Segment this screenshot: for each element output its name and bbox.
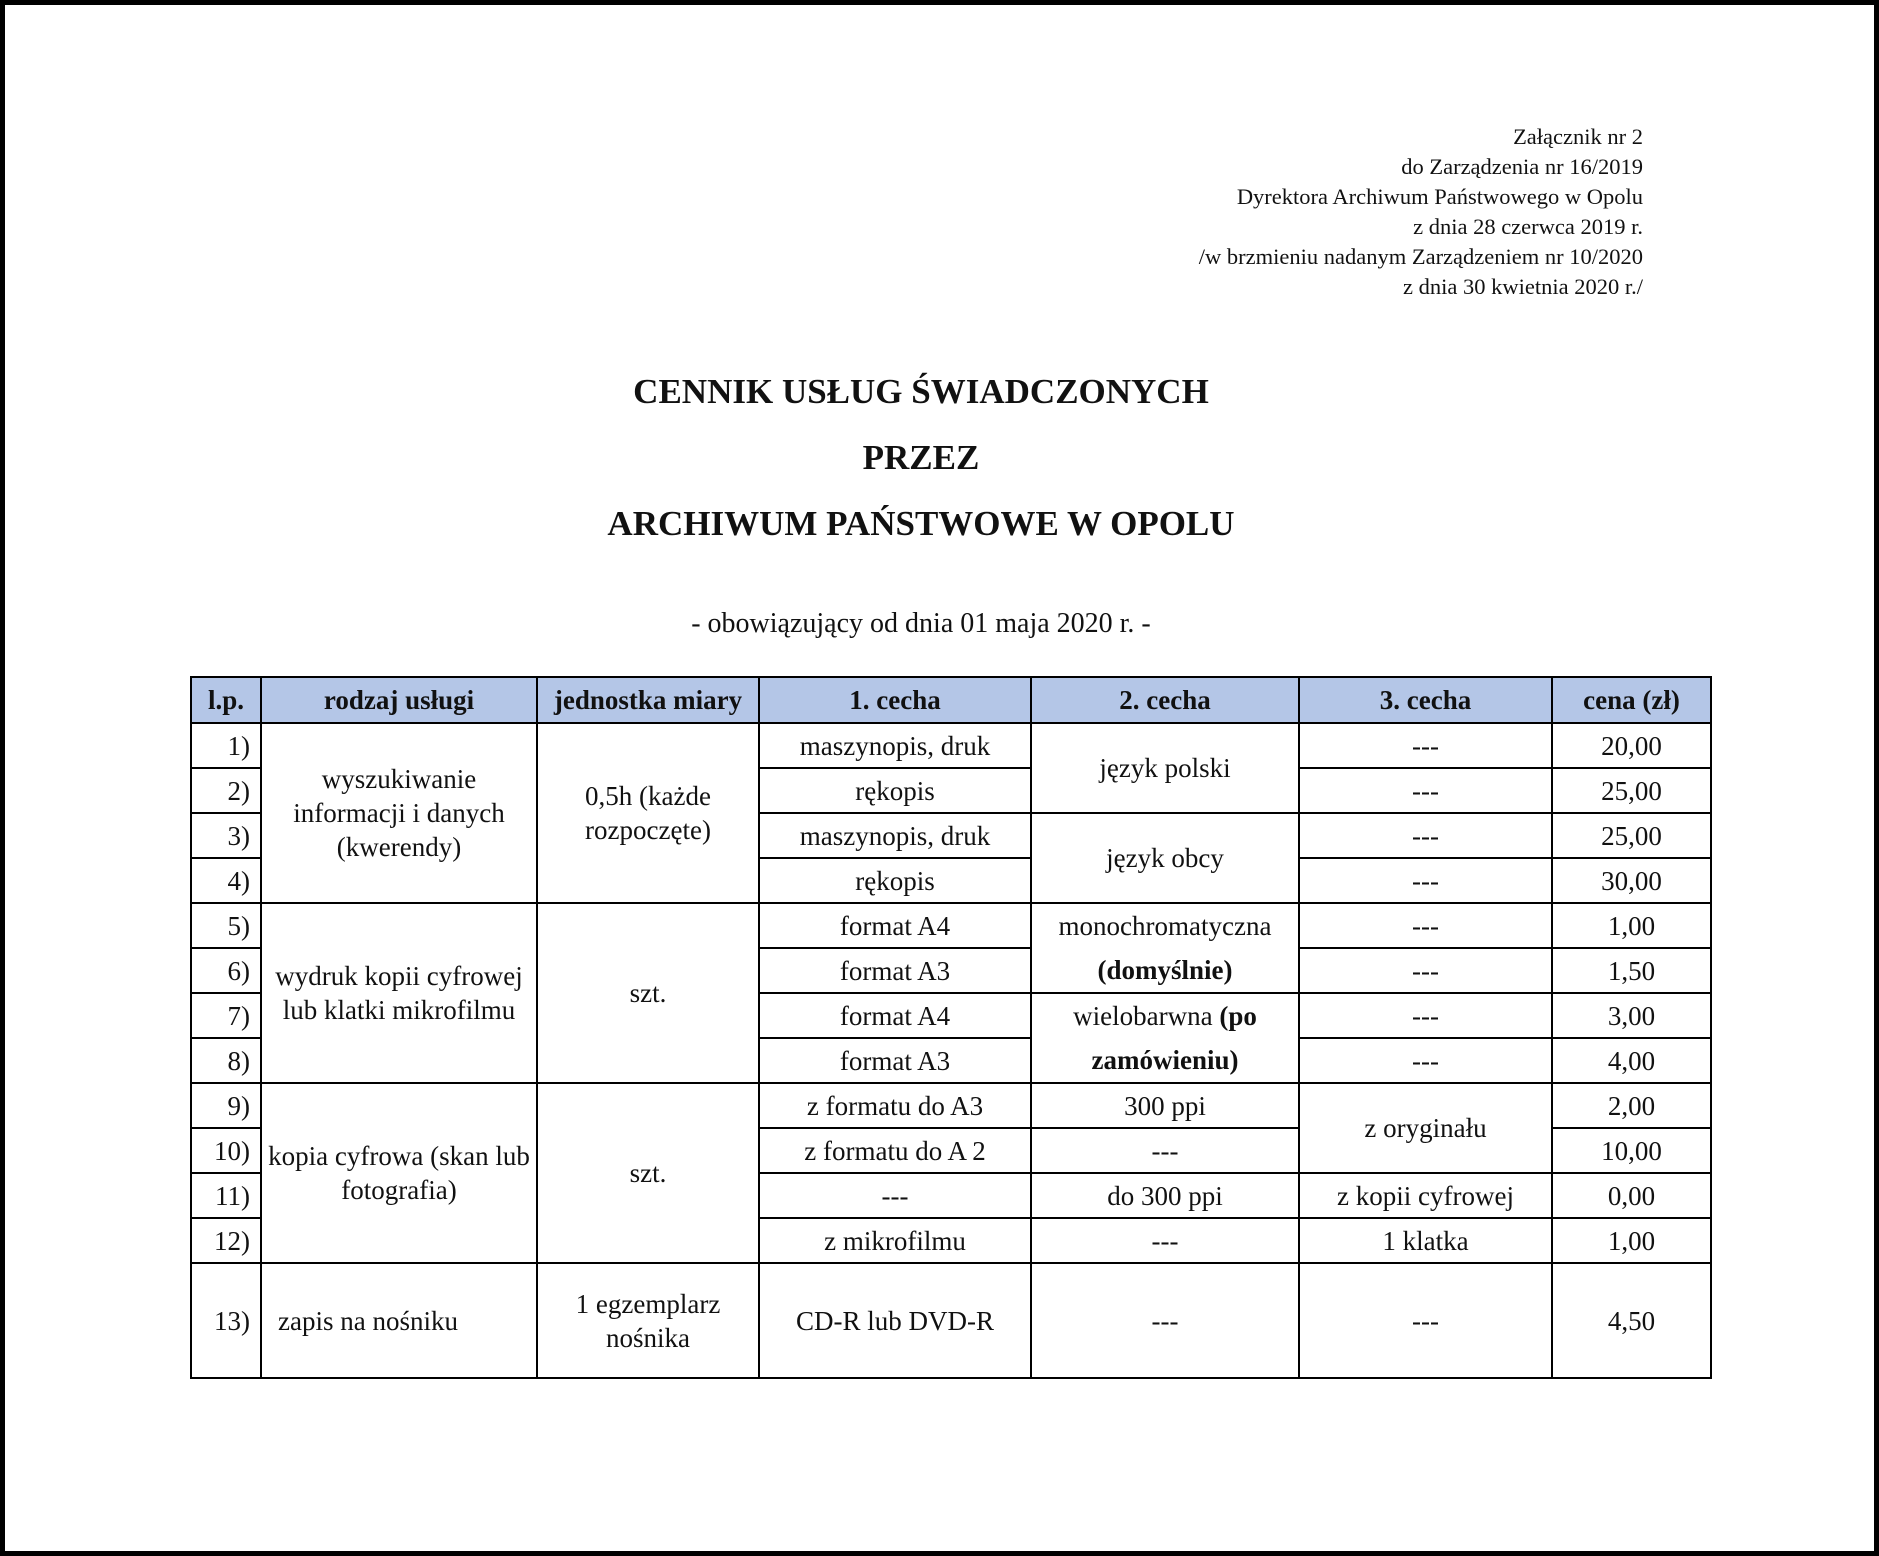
header-lp: l.p. — [191, 677, 261, 723]
validity-date: - obowiązujący od dnia 01 maja 2020 r. - — [691, 608, 1151, 639]
price-cell: 25,00 — [1552, 768, 1711, 813]
header-price: cena (zł) — [1552, 677, 1711, 723]
price-cell: 0,00 — [1552, 1173, 1711, 1218]
feature-1-cell: rękopis — [759, 858, 1031, 903]
feature-1-cell: format A4 — [759, 993, 1031, 1038]
feature-2-cell: do 300 ppi — [1031, 1173, 1299, 1218]
feature-1-cell: format A4 — [759, 903, 1031, 948]
feature-1-cell: z mikrofilmu — [759, 1218, 1031, 1263]
unit-search: 0,5h (każde rozpoczęte) — [537, 723, 759, 903]
feature-3-cell: --- — [1299, 948, 1552, 993]
annex-line: z dnia 30 kwietnia 2020 r./ — [1403, 274, 1643, 299]
feature-3-cell: --- — [1299, 993, 1552, 1038]
feature-1-cell: rękopis — [759, 768, 1031, 813]
feature-3-cell: --- — [1299, 903, 1552, 948]
price-cell: 25,00 — [1552, 813, 1711, 858]
feature-1-cell: z formatu do A3 — [759, 1083, 1031, 1128]
feature-2-foreign: język obcy — [1031, 813, 1299, 903]
row-number: 1) — [191, 723, 261, 768]
title-line-3: ARCHIWUM PAŃSTWOWE W OPOLU — [607, 504, 1235, 543]
title-line-2: PRZEZ — [862, 438, 980, 477]
row-number: 10) — [191, 1128, 261, 1173]
price-cell: 4,50 — [1552, 1263, 1711, 1378]
header-feature-1: 1. cecha — [759, 677, 1031, 723]
feature-3-original: z oryginału — [1299, 1083, 1552, 1173]
annex-line: Dyrektora Archiwum Państwowego w Opolu — [1236, 184, 1643, 209]
feature-1-cell: format A3 — [759, 1038, 1031, 1083]
header-feature-3: 3. cecha — [1299, 677, 1552, 723]
feature-2-cell: --- — [1031, 1128, 1299, 1173]
feature-1-cell: format A3 — [759, 948, 1031, 993]
row-number: 9) — [191, 1083, 261, 1128]
price-cell: 10,00 — [1552, 1128, 1711, 1173]
price-cell: 1,00 — [1552, 1218, 1711, 1263]
service-media: zapis na nośniku — [261, 1263, 537, 1378]
feature-3-cell: --- — [1299, 1038, 1552, 1083]
row-number: 8) — [191, 1038, 261, 1083]
table-row — [191, 723, 1711, 768]
annex-line: /w brzmieniu nadanym Zarządzeniem nr 10/2020 — [1198, 244, 1643, 269]
title-line-1: CENNIK USŁUG ŚWIADCZONYCH — [633, 372, 1209, 411]
row-number: 3) — [191, 813, 261, 858]
feature-3-cell: --- — [1299, 723, 1552, 768]
annex-line: do Zarządzenia nr 16/2019 — [1401, 154, 1643, 179]
row-number: 5) — [191, 903, 261, 948]
feature-2-polish: język polski — [1031, 723, 1299, 813]
feature-2-color-note — [1031, 1038, 1299, 1083]
row-number: 4) — [191, 858, 261, 903]
table-row — [191, 1083, 1711, 1128]
price-cell: 20,00 — [1552, 723, 1711, 768]
color-label: wielobarwna — [1073, 1001, 1213, 1031]
feature-1-cell: maszynopis, druk — [759, 813, 1031, 858]
price-table — [190, 676, 1712, 1379]
header-service: rodzaj usługi — [261, 677, 537, 723]
default-note: (domyślnie) — [1097, 955, 1233, 985]
price-cell: 4,00 — [1552, 1038, 1711, 1083]
price-cell: 30,00 — [1552, 858, 1711, 903]
document-title — [0, 368, 1842, 566]
order-note-b: zamówieniu) — [1091, 1045, 1239, 1075]
table-row — [191, 1263, 1711, 1378]
header-feature-2: 2. cecha — [1031, 677, 1299, 723]
unit-print: szt. — [537, 903, 759, 1083]
price-cell: 1,50 — [1552, 948, 1711, 993]
row-number: 12) — [191, 1218, 261, 1263]
order-note-a: (po — [1219, 1001, 1257, 1031]
feature-2-cell: --- — [1031, 1263, 1299, 1378]
feature-1-cell: z formatu do A 2 — [759, 1128, 1031, 1173]
table-row — [191, 903, 1711, 948]
feature-2-cell: --- — [1031, 1218, 1299, 1263]
row-number: 13) — [191, 1263, 261, 1378]
feature-3-cell: --- — [1299, 858, 1552, 903]
row-number: 7) — [191, 993, 261, 1038]
header-unit: jednostka miary — [537, 677, 759, 723]
table-header-row — [191, 677, 1711, 723]
feature-2-color — [1031, 993, 1299, 1038]
feature-3-cell: --- — [1299, 1263, 1552, 1378]
service-print: wydruk kopii cyfrowej lub klatki mikrofilmu — [261, 903, 537, 1083]
feature-1-cell: --- — [759, 1173, 1031, 1218]
feature-2-cell: 300 ppi — [1031, 1083, 1299, 1128]
feature-2-mono: monochromatyczna — [1031, 903, 1299, 948]
service-copy: kopia cyfrowa (skan lub fotografia) — [261, 1083, 537, 1263]
row-number: 6) — [191, 948, 261, 993]
feature-1-cell: maszynopis, druk — [759, 723, 1031, 768]
annex-line: Załącznik nr 2 — [1513, 124, 1643, 149]
feature-3-cell: z kopii cyfrowej — [1299, 1173, 1552, 1218]
row-number: 11) — [191, 1173, 261, 1218]
unit-copy: szt. — [537, 1083, 759, 1263]
feature-3-cell: --- — [1299, 768, 1552, 813]
annex-line: z dnia 28 czerwca 2019 r. — [1413, 214, 1643, 239]
feature-2-mono-note — [1031, 948, 1299, 993]
annex-header — [1199, 122, 1643, 302]
service-search: wyszukiwanie informacji i danych (kwerendy) — [261, 723, 537, 903]
price-cell: 2,00 — [1552, 1083, 1711, 1128]
unit-media: 1 egzemplarz nośnika — [537, 1263, 759, 1378]
feature-3-cell: 1 klatka — [1299, 1218, 1552, 1263]
feature-1-cell: CD-R lub DVD-R — [759, 1263, 1031, 1378]
row-number: 2) — [191, 768, 261, 813]
feature-3-cell: --- — [1299, 813, 1552, 858]
price-cell: 1,00 — [1552, 903, 1711, 948]
price-cell: 3,00 — [1552, 993, 1711, 1038]
